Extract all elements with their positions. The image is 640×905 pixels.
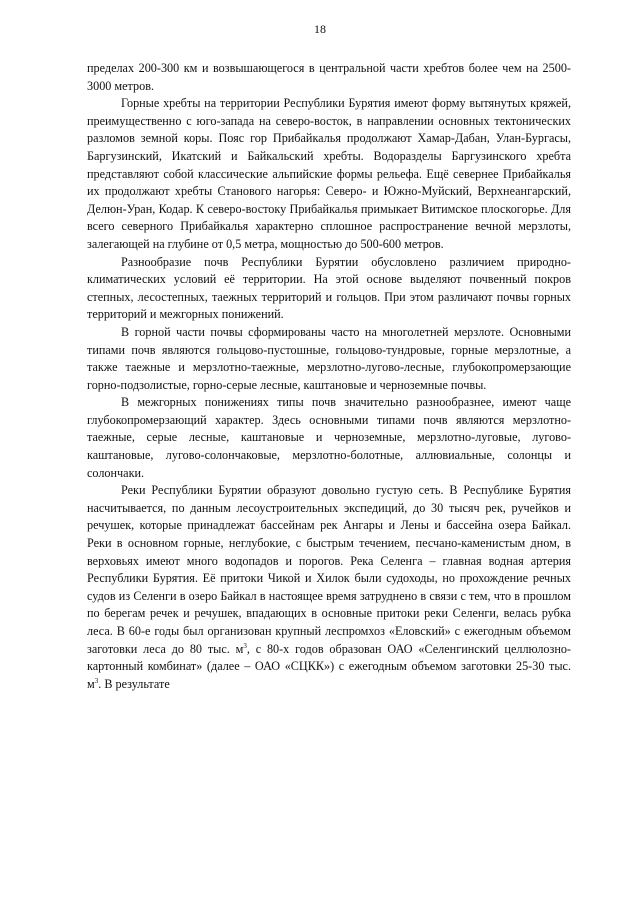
paragraph-rivers	[87, 482, 571, 693]
page-number: 18	[314, 22, 326, 36]
paragraph-soil-diversity: Разнообразие почв Республики Бурятии обусловлено различием природно-климатических условий её территории. На этой основе выделяют почвенный покров степных, лесостепных, таежных территорий и гольцов. При этом различают почвы горных территорий и межгорных понижений.	[87, 254, 571, 322]
paragraph-intermountain-soils: В межгорных понижениях типы почв значительно разнообразнее, имеют чаще глубокопромерзающий характер. Здесь основными типами почв являются мерзлотно-таежные, серые лесные, каштановые и черноземные, мерзлотно-луговые, лугово-каштановые, лугово-солончаковые, мерзлотно-болотные, аллювиальные, солонцы и солончаки.	[87, 395, 571, 480]
rivers-text-part-3: . В результате	[98, 676, 170, 691]
cubic-superscript-2: 3	[94, 676, 99, 685]
paragraph-continuation: пределах 200-300 км и возвышающегося в центральной части хребтов более чем на 2500-3000 метров.	[87, 61, 571, 93]
paragraph-mountain-soils: В горной части почвы сформированы часто на многолетней мерзлоте. Основными типами почв являются гольцово-пустошные, гольцово-тундровые, горные мерзлотные, а также таежные и мерзлотно-таежные, мерзлотно-лугово-лесные, глубокопромерзающие горно-подзолистые, горно-серые лесные, каштановые и черноземные почвы.	[87, 324, 571, 392]
paragraph-mountain-ranges: Горные хребты на территории Республики Бурятия имеют форму вытянутых кряжей, преимущественно с юго-запада на северо-восток, в направлении основных тектонических разломов земной коры. Пояс гор Прибайкалья продолжают Хамар-Дабан, Улан-Бургасы, Баргузинский, Икатский и Байкальский хребты. Водоразделы Баргузинского хребта представляют собой классические альпийские формы рельефа. Ещё севернее Прибайкалья их продолжают хребты Станового нагорья: Северо- и Южно-Муйский, Верхнеангарский, Делюн-Уран, Кодар. К северо-востоку Прибайкалья примыкает Витимское плоскогорье. Для всего северного Прибайкалья характерно сплошное распространение вечной мерзлоты, залегающей на глубине от 0,5 метра, мощностью до 500-600 метров.	[87, 96, 571, 251]
rivers-text-part-2: , с 80-х годов образован ОАО «Селенгинский целлюлозно-картонный комбинат» (далее – ОАО «СЦКК») с ежегодным объемом заготовки 25-30 тыс. м	[87, 641, 571, 691]
cubic-superscript-1: 3	[243, 641, 247, 650]
rivers-text-part-1: Реки Республики Бурятии образуют довольно густую сеть. В Республике Бурятия насчитывается, по данным лесоустроительных экспедиций, до 30 тысяч рек, ручейков и речушек, которые принадлежат бассейнам рек Ангары и Лены и бассейна озера Байкал. Реки в основном горные, неглубокие, с быстрым течением, песчано-каменистым дном, в верховьях имеют много водопадов и порогов. Река Селенга – главная водная артерия Республики Бурятия. Её притоки Чикой и Хилок были судоходы, но прохождение речных судов из Селенги в озеро Байкал в настоящее время затруднено в связи с тем, что в прошлом по берегам речек и речушек, впадающих в основные притоки реки Селенги, велась рубка леса. В 60-е годы был организован крупный леспромхоз «Еловский» с ежегодным объемом заготовки леса до 80 тыс. м	[87, 483, 571, 656]
document-body	[87, 60, 571, 693]
